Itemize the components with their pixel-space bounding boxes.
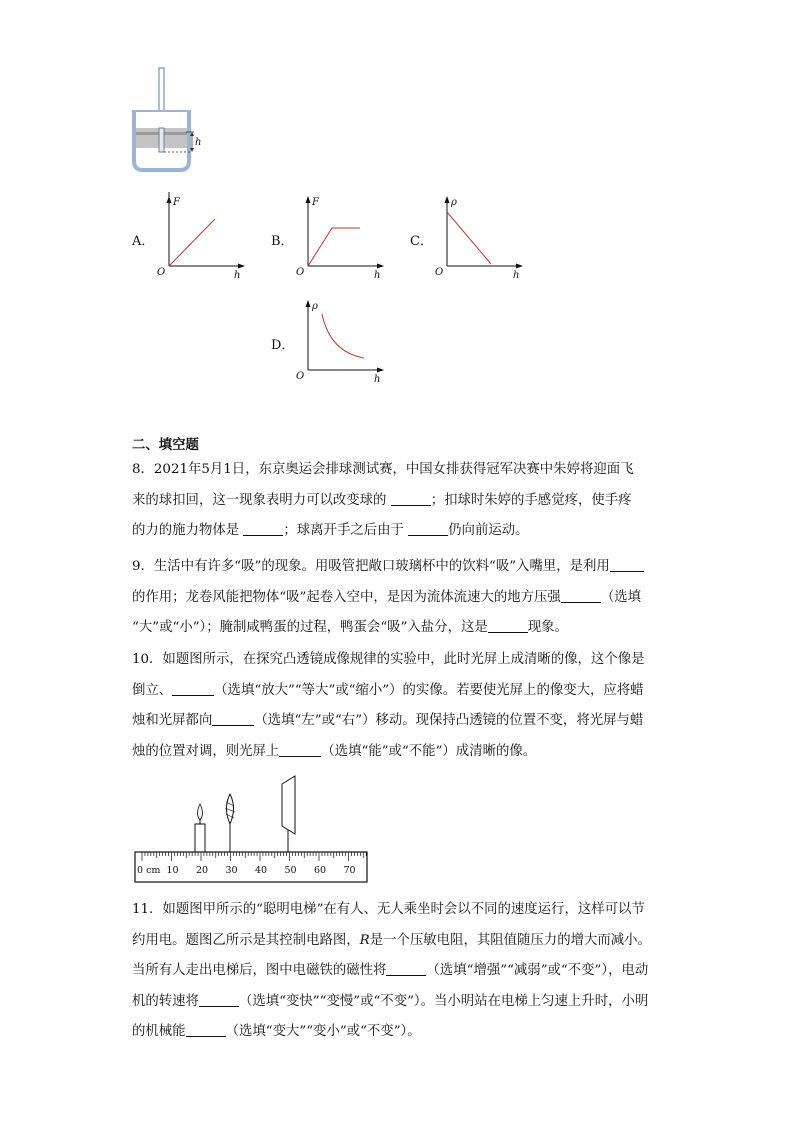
q8-text: ；扣球时朱婷的手感觉疼，使手疼 [430,492,632,508]
option-b-origin: O [296,267,305,278]
q9-text: “大”或“小”）；腌制咸鸭蛋的过程，鸭蛋会“吸”入盐分，这是 [132,620,488,635]
q9-text: 现象。 [527,620,568,635]
q10-text: 烛和光屏都向 [132,713,213,728]
option-a-y-axis: F [173,197,180,208]
ruler-tick-label: 0 cm [137,865,161,876]
option-a-x-axis: h [234,270,241,281]
q9-text: 的作用；龙卷风能把物体“吸”起卷入空中，是因为流体流速大的地方压强 [132,589,561,605]
option-d-origin: O [296,371,305,382]
q8-blank-1[interactable] [391,491,431,506]
light-screen [282,776,295,834]
q9-line-1 [132,552,672,583]
ruler-tick-label: 70 [343,865,356,876]
q11-line-3 [132,956,672,987]
option-a-graph [155,192,250,284]
q9-blank-2[interactable] [561,588,601,603]
q8-text: 的力的施力物体是 [132,523,244,538]
q11-line-1: 11．如题图甲所示的“聪明电梯”在有人、无人乘坐时会以不同的速度运行，这样可以节 [132,902,645,917]
option-b-x-axis: h [374,270,381,281]
q10-text: （选填“放大”“等大”或“缩小”）的实像。若要使光屏上的像变大，应将蜡 [214,682,644,698]
ruler-tick-label: 40 [255,865,268,876]
q9-text: （选填 [600,589,641,605]
q8-text: 来的球扣回，这一现象表明力可以改变球的 [132,492,391,508]
q8-blank-2[interactable] [243,521,283,536]
beaker-h-label: h [195,137,202,148]
option-c-origin: O [435,267,444,278]
option-a-origin: O [157,267,166,278]
option-a-label: A． [132,234,155,249]
candle-flame [198,804,203,820]
q11-variable-r: R [359,932,370,948]
q11-text: （选填“变快”“变慢”或“不变”）。当小明站在电梯上匀速上升时，小明 [238,993,649,1009]
q10-blank-3[interactable] [279,742,321,757]
ruler-tick-label: 50 [284,865,297,876]
beaker-figure [128,66,218,176]
q8-line-1: 8．2021年5月1日，东京奥运会排球测试赛，中国女排获得冠军决赛中朱婷将迎面飞 [132,462,634,477]
q10-line-2 [132,676,672,707]
q10-text: （选填“左”或“右”）移动。现保持凸透镜的位置不变，将光屏与蜡 [254,713,644,728]
q8-text: ；球离开手之后由于 [283,523,409,538]
q11-blank-3[interactable] [186,1022,226,1037]
q9-line-3 [132,613,672,644]
q8-text: 仍向前运动。 [448,523,529,538]
q11-text: （选填“变大”“变小”或“不变”）。 [225,1024,421,1039]
option-b-graph [294,192,389,284]
question-11 [132,895,672,1048]
q10-line-3 [132,706,672,737]
question-9 [132,552,672,644]
ruler-tick-label: 10 [166,865,179,876]
q11-text: 的机械能 [132,1024,186,1039]
option-b-y-axis: F [312,197,319,208]
q11-blank-1[interactable] [386,961,426,976]
q11-text: 是一个压敏电阻，其阻值随压力的增大而减小。 [369,932,651,948]
option-d-x-axis: h [374,374,381,385]
q9-blank-1[interactable] [610,557,644,572]
candle [195,824,205,852]
question-8 [132,455,672,547]
q8-line-3 [132,516,672,547]
q9-text: 9．生活中有许多“吸”的现象。用吸管把敞口玻璃杯中的饮料“吸”入嘴里，是利用 [132,559,610,574]
option-b-label: B． [271,234,294,249]
q11-line-5 [132,1017,672,1048]
option-c-graph [433,192,528,284]
q10-line-1: 10．如题图所示，在探究凸透镜成像规律的实验中，此时光屏上成清晰的像，这个像是 [132,652,645,667]
q10-blank-1[interactable] [172,681,214,696]
q11-text: 机的转速将 [132,993,199,1009]
option-c-y-axis: ρ [451,197,457,208]
q9-line-2 [132,583,672,614]
section-title: 二、填空题 [132,438,199,453]
q9-blank-3[interactable] [488,618,528,633]
q11-text: （选填“增强”“减弱”或“不变”），电动 [426,963,649,978]
question-10 [132,645,672,767]
ruler-tick-label: 60 [314,865,327,876]
q10-text: 倒立、 [132,682,173,698]
ruler-tick-label: 30 [225,865,238,876]
q8-line-2 [132,486,672,517]
q10-text: （选填“能”或“不能”）成清晰的像。 [321,743,537,759]
optical-bench-figure [132,774,372,886]
option-c-x-axis: h [513,270,520,281]
q11-text: 约用电。题图乙所示是其控制电路图， [132,932,360,948]
option-d-graph [294,296,389,388]
q10-text: 烛的位置对调，则光屏上 [132,743,280,759]
q11-line-2 [132,926,672,957]
q10-blank-2[interactable] [212,711,254,726]
q11-text: 当所有人走出电梯后，图中电磁铁的磁性将 [132,963,387,978]
option-c-label: C． [410,234,433,249]
q8-blank-3[interactable] [408,521,448,536]
q10-line-4 [132,737,672,768]
ruler-tick-label: 20 [196,865,209,876]
option-d-y-axis: ρ [312,301,318,312]
option-d-label: D． [271,338,295,353]
q11-blank-2[interactable] [199,992,239,1007]
q11-line-4 [132,987,672,1018]
